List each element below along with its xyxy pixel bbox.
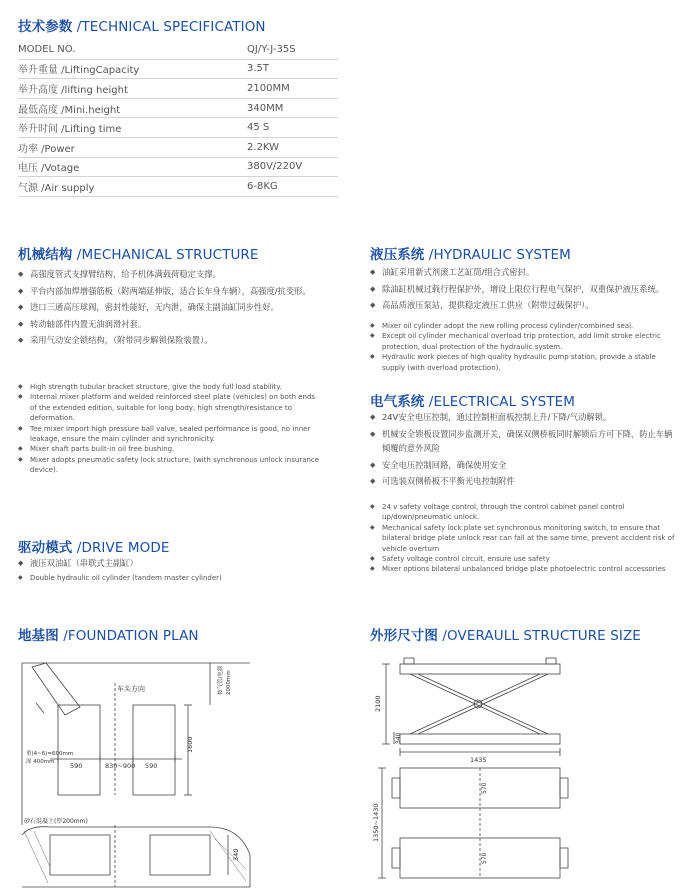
mechanical-en-list [18, 382, 320, 476]
foundation-concrete-note: 砂石混凝土(厚200mm) [24, 818, 88, 825]
spec-label: 功率 /Power [18, 143, 75, 155]
hydraulic-en-list [370, 321, 676, 373]
foundation-plan-drawing [10, 655, 340, 890]
list-item: ◆ 安全电压控制回路，确保使用安全 [370, 458, 680, 473]
foundation-side-note: 按气管/电源 [218, 665, 224, 695]
spec-value: QJ/Y-J-35S [247, 43, 296, 55]
list-item: ◆ Safety voltage control circuit, ensure use safety [370, 554, 676, 564]
list-item: ◆ 平台内部加焊增强筋板（附两端延伸版，适合长车身车辆），高强度/抗变形。 [18, 284, 323, 299]
foundation-heading-en: /FOUNDATION PLAN [58, 628, 199, 644]
tech-spec-heading-en: /TECHNICAL SPECIFICATION [72, 19, 266, 35]
list-item: ◆ Mixer shaft parts built-in oil free bushing. [18, 444, 320, 454]
foundation-dim-width-2: 590 [145, 762, 158, 770]
list-item: ◆ Hydraulic work pieces of high quality hydraulic pump station, provide a stable supply (with overload protection). [370, 352, 676, 373]
foundation-dim-length: 1600 [186, 736, 194, 753]
overall-width-label: 1350~1430 [372, 803, 380, 842]
drive-en-list [18, 573, 323, 583]
spec-row [18, 177, 338, 197]
drive-heading-en: /DRIVE MODE [72, 540, 170, 556]
overall-width-2-label: 570 [481, 852, 488, 864]
list-item: ◆ Except oil cylinder mechanical overload trip protection, add limit stroke electric protection, dual protection of the hydraulic system. [370, 331, 676, 352]
list-item: ◆ 高品质液压泵站，提供稳定液压工供应（附带过载保护）。 [370, 298, 682, 313]
spec-row [18, 99, 338, 119]
list-item: ◆ Mechanical safety lock plate set synchronous monitoring switch, to ensure that bilateral bridge plate unlock rear can fall at the same time, prevent accident risk of vehicle overturn [370, 523, 676, 554]
spec-value: 6-8KG [247, 180, 278, 192]
foundation-note-1: 重(4~6)=600mm [26, 751, 74, 757]
overall-structure-drawing [370, 652, 570, 892]
overall-heading-en: /OVERAULL STRUCTURE SIZE [438, 628, 641, 644]
spec-value: 2100MM [247, 82, 290, 94]
mechanical-zh-list [18, 267, 323, 350]
list-item: ◆ 油缸采用新式剂滚工艺缸筒/组合式密封。 [370, 265, 682, 280]
foundation-dim-depth: 340 [232, 848, 240, 861]
spec-value: 45 S [247, 122, 270, 134]
electrical-heading-en: /ELECTRICAL SYSTEM [424, 394, 576, 410]
spec-row [18, 118, 338, 138]
spec-label: 举升高度 /lifting height [18, 84, 128, 96]
mechanical-heading-en: /MECHANICAL STRUCTURE [72, 247, 259, 263]
electrical-en-list [370, 502, 676, 575]
spec-value: 380V/220V [247, 161, 303, 173]
electrical-zh-list [370, 410, 680, 491]
overall-width-1-label: 570 [481, 782, 488, 794]
overall-min-height-label: 340 [395, 732, 402, 744]
list-item: ◆ 24 v safety voltage control, through the control cabinet panel control up/down/pneumatic unlock. [370, 502, 676, 523]
list-item: ◆ Mixer options bilateral unbalanced bridge plate photoelectric control accessories [370, 564, 676, 574]
spec-label: 最低高度 /Mini.height [18, 104, 121, 116]
list-item: ◆ 液压双油缸（串联式主副缸） [18, 556, 323, 571]
tech-spec-heading-zh: 技术参数 [18, 19, 73, 35]
list-item: ◆ 24V安全电压控制，通过控制柜面板控制上升/下降/气动解锁。 [370, 410, 680, 425]
spec-value: 3.5T [247, 63, 270, 75]
overall-heading-zh: 外形尺寸图 [370, 628, 438, 644]
list-item: ◆ 机械安全锁板设置同步监测开关，确保双侧桥板同时解锁后方可下降，防止车辆倾覆的意外风险 [370, 427, 680, 456]
overall-length-label: 1435 [470, 756, 487, 764]
spec-row [18, 60, 338, 80]
overall-heading [370, 624, 641, 644]
hydraulic-heading-zh: 液压系统 [370, 247, 425, 263]
drive-heading [18, 536, 169, 556]
list-item: ◆ 高强度管式支撑臂结构，给予机体满载荷稳定支撑。 [18, 267, 323, 282]
list-item: ◆ High strength tubular bracket structure, give the body full load stability. [18, 382, 320, 392]
foundation-heading [18, 624, 199, 644]
spec-row [18, 40, 338, 60]
spec-row [18, 79, 338, 99]
list-item: ◆ Tee mixer import high pressure ball valve, sealed performance is good, no inner leakage, ensure the main cylinder and synchronicity. [18, 424, 320, 445]
hydraulic-heading-en: /HYDRAULIC SYSTEM [424, 247, 571, 263]
list-item: ◆ 除油缸机械过载行程保护外，增设上限位行程电气保护，双重保护液压系统。 [370, 282, 682, 297]
spec-row [18, 138, 338, 158]
drive-heading-zh: 驱动模式 [18, 540, 73, 556]
foundation-dim-width-1: 590 [70, 762, 83, 770]
electrical-heading [370, 390, 575, 410]
spec-label: 举升时间 /Lifting time [18, 124, 122, 136]
list-item: ◆ Double hydraulic oil cylinder (tandem master cylinder) [18, 573, 323, 583]
list-item: ◆ 转动轴部件内置无油润滑衬套。 [18, 317, 323, 332]
spec-value: 2.2KW [247, 141, 279, 153]
foundation-heading-zh: 地基图 [18, 628, 59, 644]
spec-table [18, 40, 338, 197]
spec-label: MODEL NO. [18, 43, 76, 55]
list-item: ◆ Mixer oil cylinder adopt the new rolling process cylinder/combined seal. [370, 321, 676, 331]
drive-zh-list [18, 556, 323, 573]
spec-value: 340MM [247, 102, 284, 114]
list-item: ◆ 可选装双侧桥板不平衡光电控制附件 [370, 474, 680, 489]
list-item: ◆ Internal mixer platform and welded reinforced steel plate (vehicles) on both ends of the extended edition, suitable for long body, high strength/resistance to deformation. [18, 392, 320, 423]
spec-label: 气源 /Air supply [18, 182, 95, 194]
spec-label: 举升重量 /LiftingCapacity [18, 65, 140, 77]
hydraulic-zh-list [370, 265, 682, 315]
hydraulic-heading [370, 243, 571, 263]
electrical-heading-zh: 电气系统 [370, 394, 425, 410]
list-item: ◆ 采用气动安全锁结构，（附带同步解锁保险装置）。 [18, 333, 323, 348]
overall-height-label: 2100 [374, 695, 382, 712]
foundation-side-note-2: 2000mm [226, 670, 232, 695]
foundation-direction-label: 车头方向 [117, 685, 145, 693]
spec-row [18, 158, 338, 178]
mechanical-heading [18, 243, 259, 263]
mechanical-heading-zh: 机械结构 [18, 247, 73, 263]
list-item: ◆ 进口三通高压球阀，密封性能好，无内泄，确保主副油缸同步性好。 [18, 300, 323, 315]
tech-spec-heading [18, 15, 266, 35]
foundation-dim-gap: 830~900 [105, 762, 136, 770]
foundation-note-2: 深 400mm [26, 759, 55, 765]
list-item: ◆ Mixer adopts pneumatic safety lock structure, (with synchronous unlock insurance device). [18, 455, 320, 476]
spec-label: 电压 /Votage [18, 163, 80, 175]
